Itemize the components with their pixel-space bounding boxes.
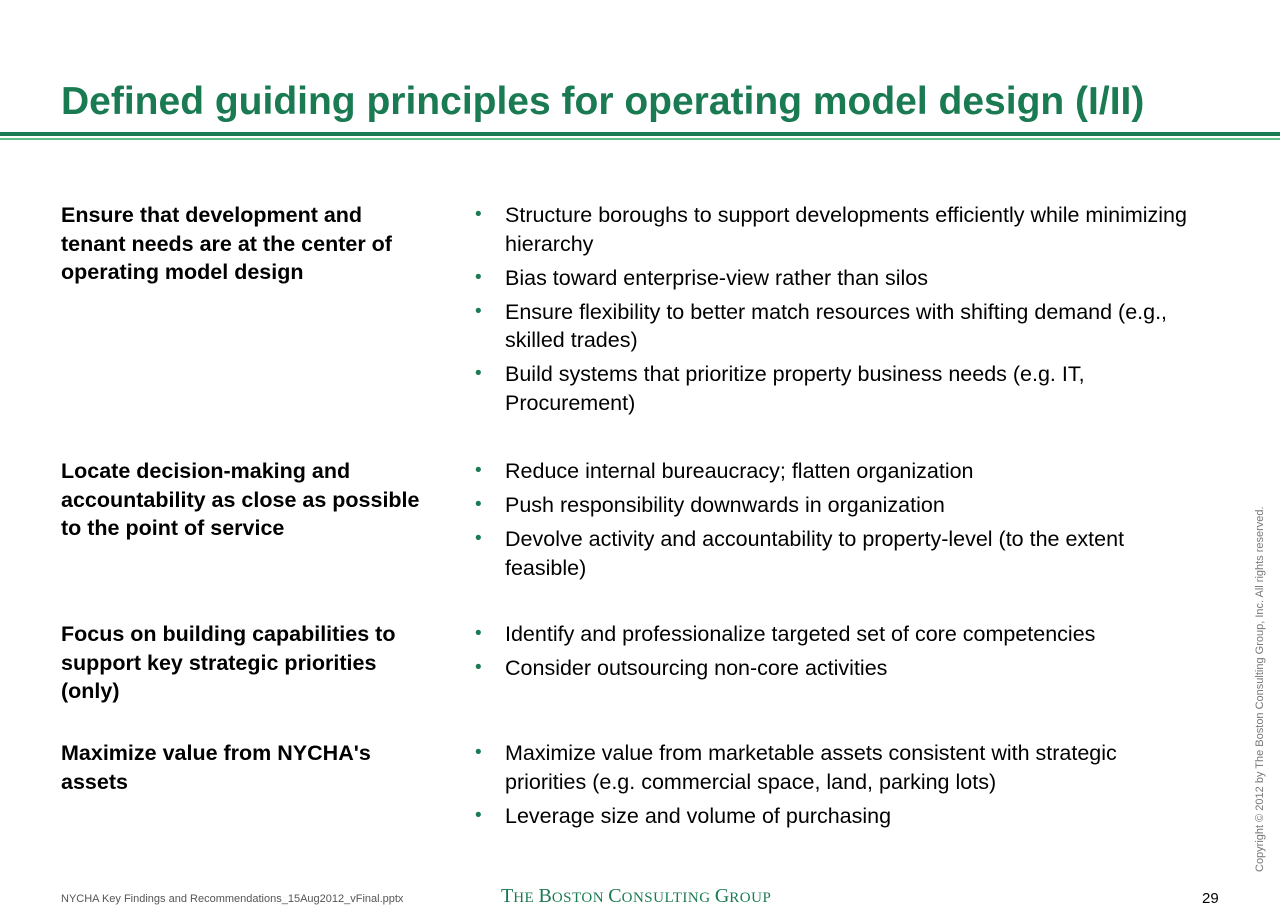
bullet-text: Bias toward enterprise-view rather than silos: [505, 265, 929, 290]
logo-letters: ROUP: [729, 890, 772, 906]
bcg-logo: [501, 885, 771, 909]
bullet-item: [475, 457, 1195, 486]
principle-bullet-list: [475, 201, 1195, 423]
logo-letter: T: [501, 885, 514, 907]
principle-label: Locate decision-making and accountability as close as possible to the point of service: [61, 459, 420, 540]
bullet-icon: •: [475, 494, 482, 515]
logo-letters: HE: [513, 890, 539, 906]
bullet-icon: •: [475, 657, 482, 678]
bullet-text: Structure boroughs to support developments efficiently while minimizing hierarchy: [505, 203, 1187, 256]
bullet-item: [475, 525, 1195, 582]
bullet-text: Reduce internal bureaucracy; flatten organization: [505, 459, 974, 483]
footer-file-name: NYCHA Key Findings and Recommendations_15Aug2012_vFinal.pptx: [61, 893, 404, 905]
logo-letter: C: [608, 885, 622, 907]
bullet-item: [475, 620, 1195, 649]
bullet-icon: •: [475, 204, 482, 225]
bullet-item: [475, 201, 1195, 258]
bullet-text: Maximize value from marketable assets consistent with strategic priorities (e.g. commercial space, land, parking lots): [505, 741, 1117, 794]
title-divider: [0, 132, 1280, 136]
bullet-text: Push responsibility downwards in organization: [505, 493, 945, 517]
logo-letter: G: [714, 885, 730, 907]
logo-letter: B: [538, 885, 552, 907]
logo-letters: OSTON: [551, 890, 609, 906]
principle-bullet-list: [475, 620, 1195, 688]
bullet-item: [475, 739, 1195, 796]
slide-title: Defined guiding principles for operating model design (I/II): [61, 80, 1145, 123]
bullet-item: [475, 802, 1195, 831]
bullet-item: [475, 360, 1195, 417]
bullet-text: Ensure flexibility to better match resources with shifting demand (e.g., skilled trades): [505, 299, 1168, 352]
bullet-item: [475, 298, 1195, 355]
principle-label: Maximize value from NYCHA's assets: [61, 741, 371, 794]
bullet-text: Consider outsourcing non-core activities: [505, 656, 888, 680]
bullet-item: [475, 264, 1195, 293]
page-number: 29: [1202, 890, 1219, 907]
principle-label: Ensure that development and tenant needs are at the center of operating model design: [61, 203, 392, 284]
principle-bullet-list: [475, 457, 1195, 588]
bullet-item: [475, 491, 1195, 520]
bullet-text: Identify and professionalize targeted set of core competencies: [505, 622, 1096, 646]
bullet-icon: •: [475, 528, 482, 549]
bullet-icon: •: [475, 266, 482, 288]
bullet-icon: •: [475, 623, 482, 644]
bullet-icon: •: [475, 804, 482, 826]
principle-bullet-list: [475, 739, 1195, 836]
title-divider-accent: [0, 138, 1280, 140]
bullet-text: Build systems that prioritize property business needs (e.g. IT, Procurement): [505, 362, 1085, 415]
bullet-icon: •: [475, 460, 482, 481]
copyright-notice: Copyright © 2012 by The Boston Consulting Group, Inc. All rights reserved.: [1254, 506, 1266, 872]
bullet-item: [475, 654, 1195, 683]
logo-letters: ONSULTING: [621, 890, 715, 906]
bullet-text: Devolve activity and accountability to property-level (to the extent feasible): [505, 527, 1125, 580]
bullet-icon: •: [475, 300, 482, 322]
principle-label: Focus on building capabilities to support key strategic priorities (only): [61, 622, 396, 703]
bullet-icon: •: [475, 363, 482, 384]
bullet-icon: •: [475, 742, 482, 763]
bullet-text: Leverage size and volume of purchasing: [505, 803, 892, 828]
